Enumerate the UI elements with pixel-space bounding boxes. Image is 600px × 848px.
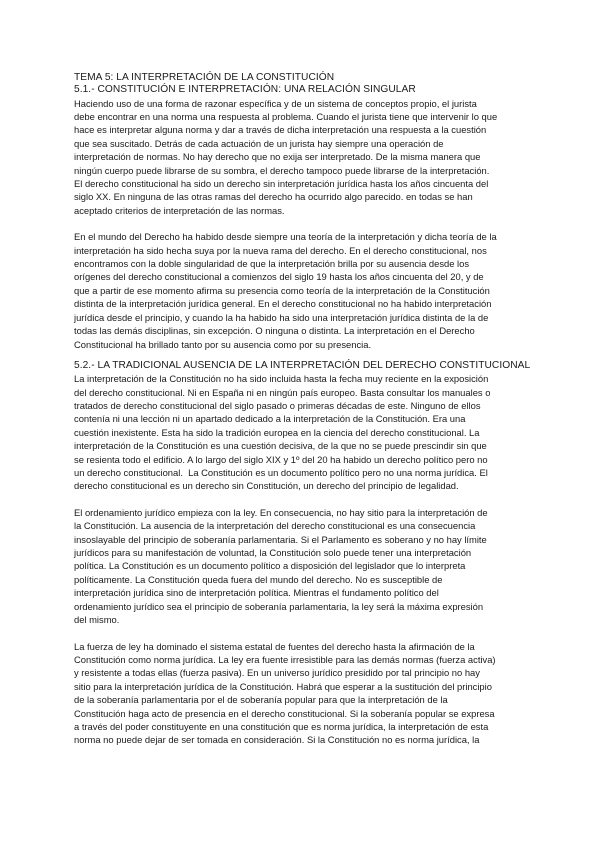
text-line: insoslayable del principio de soberanía parlamentaria. Si el Parlamento es soberano y no hay límite xyxy=(74,533,487,545)
text-line: Constitucional ha brillado tanto por su ausencia como por su presencia. xyxy=(74,338,372,350)
section-5-2-paragraph-1 xyxy=(74,372,520,493)
document-title: TEMA 5: LA INTERPRETACIÓN DE LA CONSTITUCIÓN xyxy=(74,72,335,83)
text-line: aceptado criterios de interpretación de las normas. xyxy=(74,204,285,216)
text-line: En el mundo del Derecho ha habido desde siempre una teoría de la interpretación y dicha teoría de la xyxy=(74,231,497,243)
paragraph-spacer xyxy=(74,351,520,360)
text-line: siglo XX. En ninguna de las otras ramas del derecho ha ocurrido algo parecido. en todas se han xyxy=(74,191,473,203)
section-5-1-paragraph-1 xyxy=(74,97,520,218)
text-line: Constitución haga acto de presencia en el derecho constitucional. Si la soberanía popular se expresa xyxy=(74,707,495,719)
text-line: jurídicos para su manifestación de voluntad, la Constitución solo puede tener una interpretación xyxy=(74,547,472,559)
text-line: del mismo. xyxy=(74,614,120,626)
section-5-2-paragraph-2 xyxy=(74,506,520,627)
text-line: política. La Constitución es un documento político a disposición del legislador que lo interpreta xyxy=(74,560,466,572)
text-line: un derecho constitucional. La Constitución es un documento político pero no una norma jurídica. El xyxy=(74,467,488,479)
text-line: interpretación jurídica sino de interpretación política. Mientras el fundamento político del xyxy=(74,587,439,599)
text-line: que sea suscitado. Detrás de cada actuación de un jurista hay siempre una operación de xyxy=(74,137,444,149)
text-line: ordenamiento jurídico sea el principio de soberanía parlamentaria, la ley será la máxima expresión xyxy=(74,600,484,612)
text-line: interpretación de la Constitución es una cuestión decisiva, de la que no se puede prescindir sin que xyxy=(74,440,487,452)
text-line: El derecho constitucional ha sido un derecho sin interpretación jurídica hasta los años cincuenta del xyxy=(74,178,489,190)
text-line: que a partir de ese momento afirma su presencia como teoría de la interpretación de la Constitución xyxy=(74,284,490,296)
text-line: La fuerza de ley ha dominado el sistema estatal de fuentes del derecho hasta la afirmación de la xyxy=(74,640,475,652)
paragraph-spacer xyxy=(74,493,520,506)
text-line: políticamente. La Constitución queda fuera del mundo del derecho. No es susceptible de xyxy=(74,573,443,585)
section-heading-5-1: 5.1.- CONSTITUCIÓN E INTERPRETACIÓN: UNA RELACIÓN SINGULAR xyxy=(74,84,416,96)
text-line: encontramos con la doble singularidad de que la interpretación brilla por su ausencia desde los xyxy=(74,258,470,270)
text-line: derecho constitucional es un derecho sin Constitución, un derecho del principio de legalidad. xyxy=(74,480,459,492)
text-line: y resistente a todas ellas (fuerza pasiva). En un universo jurídico presidido por tal principio no hay xyxy=(74,667,480,679)
text-line: La interpretación de la Constitución no ha sido incluida hasta la fecha muy reciente en la exposición xyxy=(74,373,489,385)
text-line: a través del poder constituyente en una constitución que es norma jurídica, la interpretación de esta xyxy=(74,720,489,732)
text-line: Constitución como norma jurídica. La ley era fuente irresistible para las demás normas (fuerza activa) xyxy=(74,653,496,665)
section-5-1-paragraph-2 xyxy=(74,230,520,351)
text-line: del derecho constitucional. Ni en España ni en ningún país europeo. Basta consultar los manuales o xyxy=(74,386,491,398)
text-line: norma no puede dejar de ser tomada en consideración. Si la Constitución no es norma jurídica, la xyxy=(74,734,480,746)
text-line: se resienta todo el edificio. A lo largo del siglo XIX y 1º del 20 ha habido un derecho político pero no xyxy=(74,453,488,465)
text-line: de la soberanía parlamentaria por el de soberanía popular para que la interpretación de la xyxy=(74,694,448,706)
text-line: sitio para la interpretación jurídica de la Constitución. Habrá que esperar a la sustitución del principio xyxy=(74,680,492,692)
text-line: distinta de la interpretación jurídica general. En el derecho constitucional no ha habido interpretación xyxy=(74,298,492,310)
section-5-2-paragraph-3 xyxy=(74,640,520,747)
text-line: cuestión inexistente. Esta ha sido la tradición europea en la ciencia del derecho constitucional. La xyxy=(74,426,480,438)
text-line: Haciendo uso de una forma de razonar específica y de un sistema de conceptos propio, el jurista xyxy=(74,97,477,109)
text-line: jurídica desde el principio, y cuando la ha habido ha sido una interpretación jurídica distinta de la de xyxy=(74,311,489,323)
text-line: ningún cuerpo puede librarse de su sombra, el derecho tampoco puede librarse de la interpretación. xyxy=(74,164,490,176)
text-line: la Constitución. La ausencia de la interpretación del derecho constitucional es una consecuencia xyxy=(74,520,476,532)
text-line: todas las demás disciplinas, sin excepción. O ninguna o distinta. La interpretación en el Derecho xyxy=(74,325,475,337)
paragraph-spacer xyxy=(74,217,520,230)
section-heading-5-2: 5.2.- LA TRADICIONAL AUSENCIA DE LA INTERPRETACIÓN DEL DERECHO CONSTITUCIONAL xyxy=(74,359,531,371)
text-line: interpretación de normas. No hay derecho que no exija ser interpretado. De la misma manera que xyxy=(74,151,481,163)
text-line: orígenes del derecho constitucional a comienzos del siglo 19 hasta los años cincuenta del 20, y de xyxy=(74,271,484,283)
text-line: hace es interpretar alguna norma y dar a través de dicha interpretación una respuesta a la cuestión xyxy=(74,124,487,136)
text-line: contenía ni una lección ni un apartado dedicado a la interpretación de la Constitución. Era una xyxy=(74,413,466,425)
text-line: debe encontrar en una norma una respuesta al problema. Cuando el jurista tiene que intervenir lo que xyxy=(74,111,498,122)
text-line: interpretación ha sido hecha suya por la nueva rama del derecho. En el derecho constitucional, nos xyxy=(74,244,487,256)
text-line: tratados de derecho constitucional del siglo pasado o primeras décadas de este. Ninguno de ellos xyxy=(74,400,481,412)
paragraph-spacer xyxy=(74,627,520,640)
text-line: El ordenamiento jurídico empieza con la ley. En consecuencia, no hay sitio para la interpretación de xyxy=(74,506,488,518)
